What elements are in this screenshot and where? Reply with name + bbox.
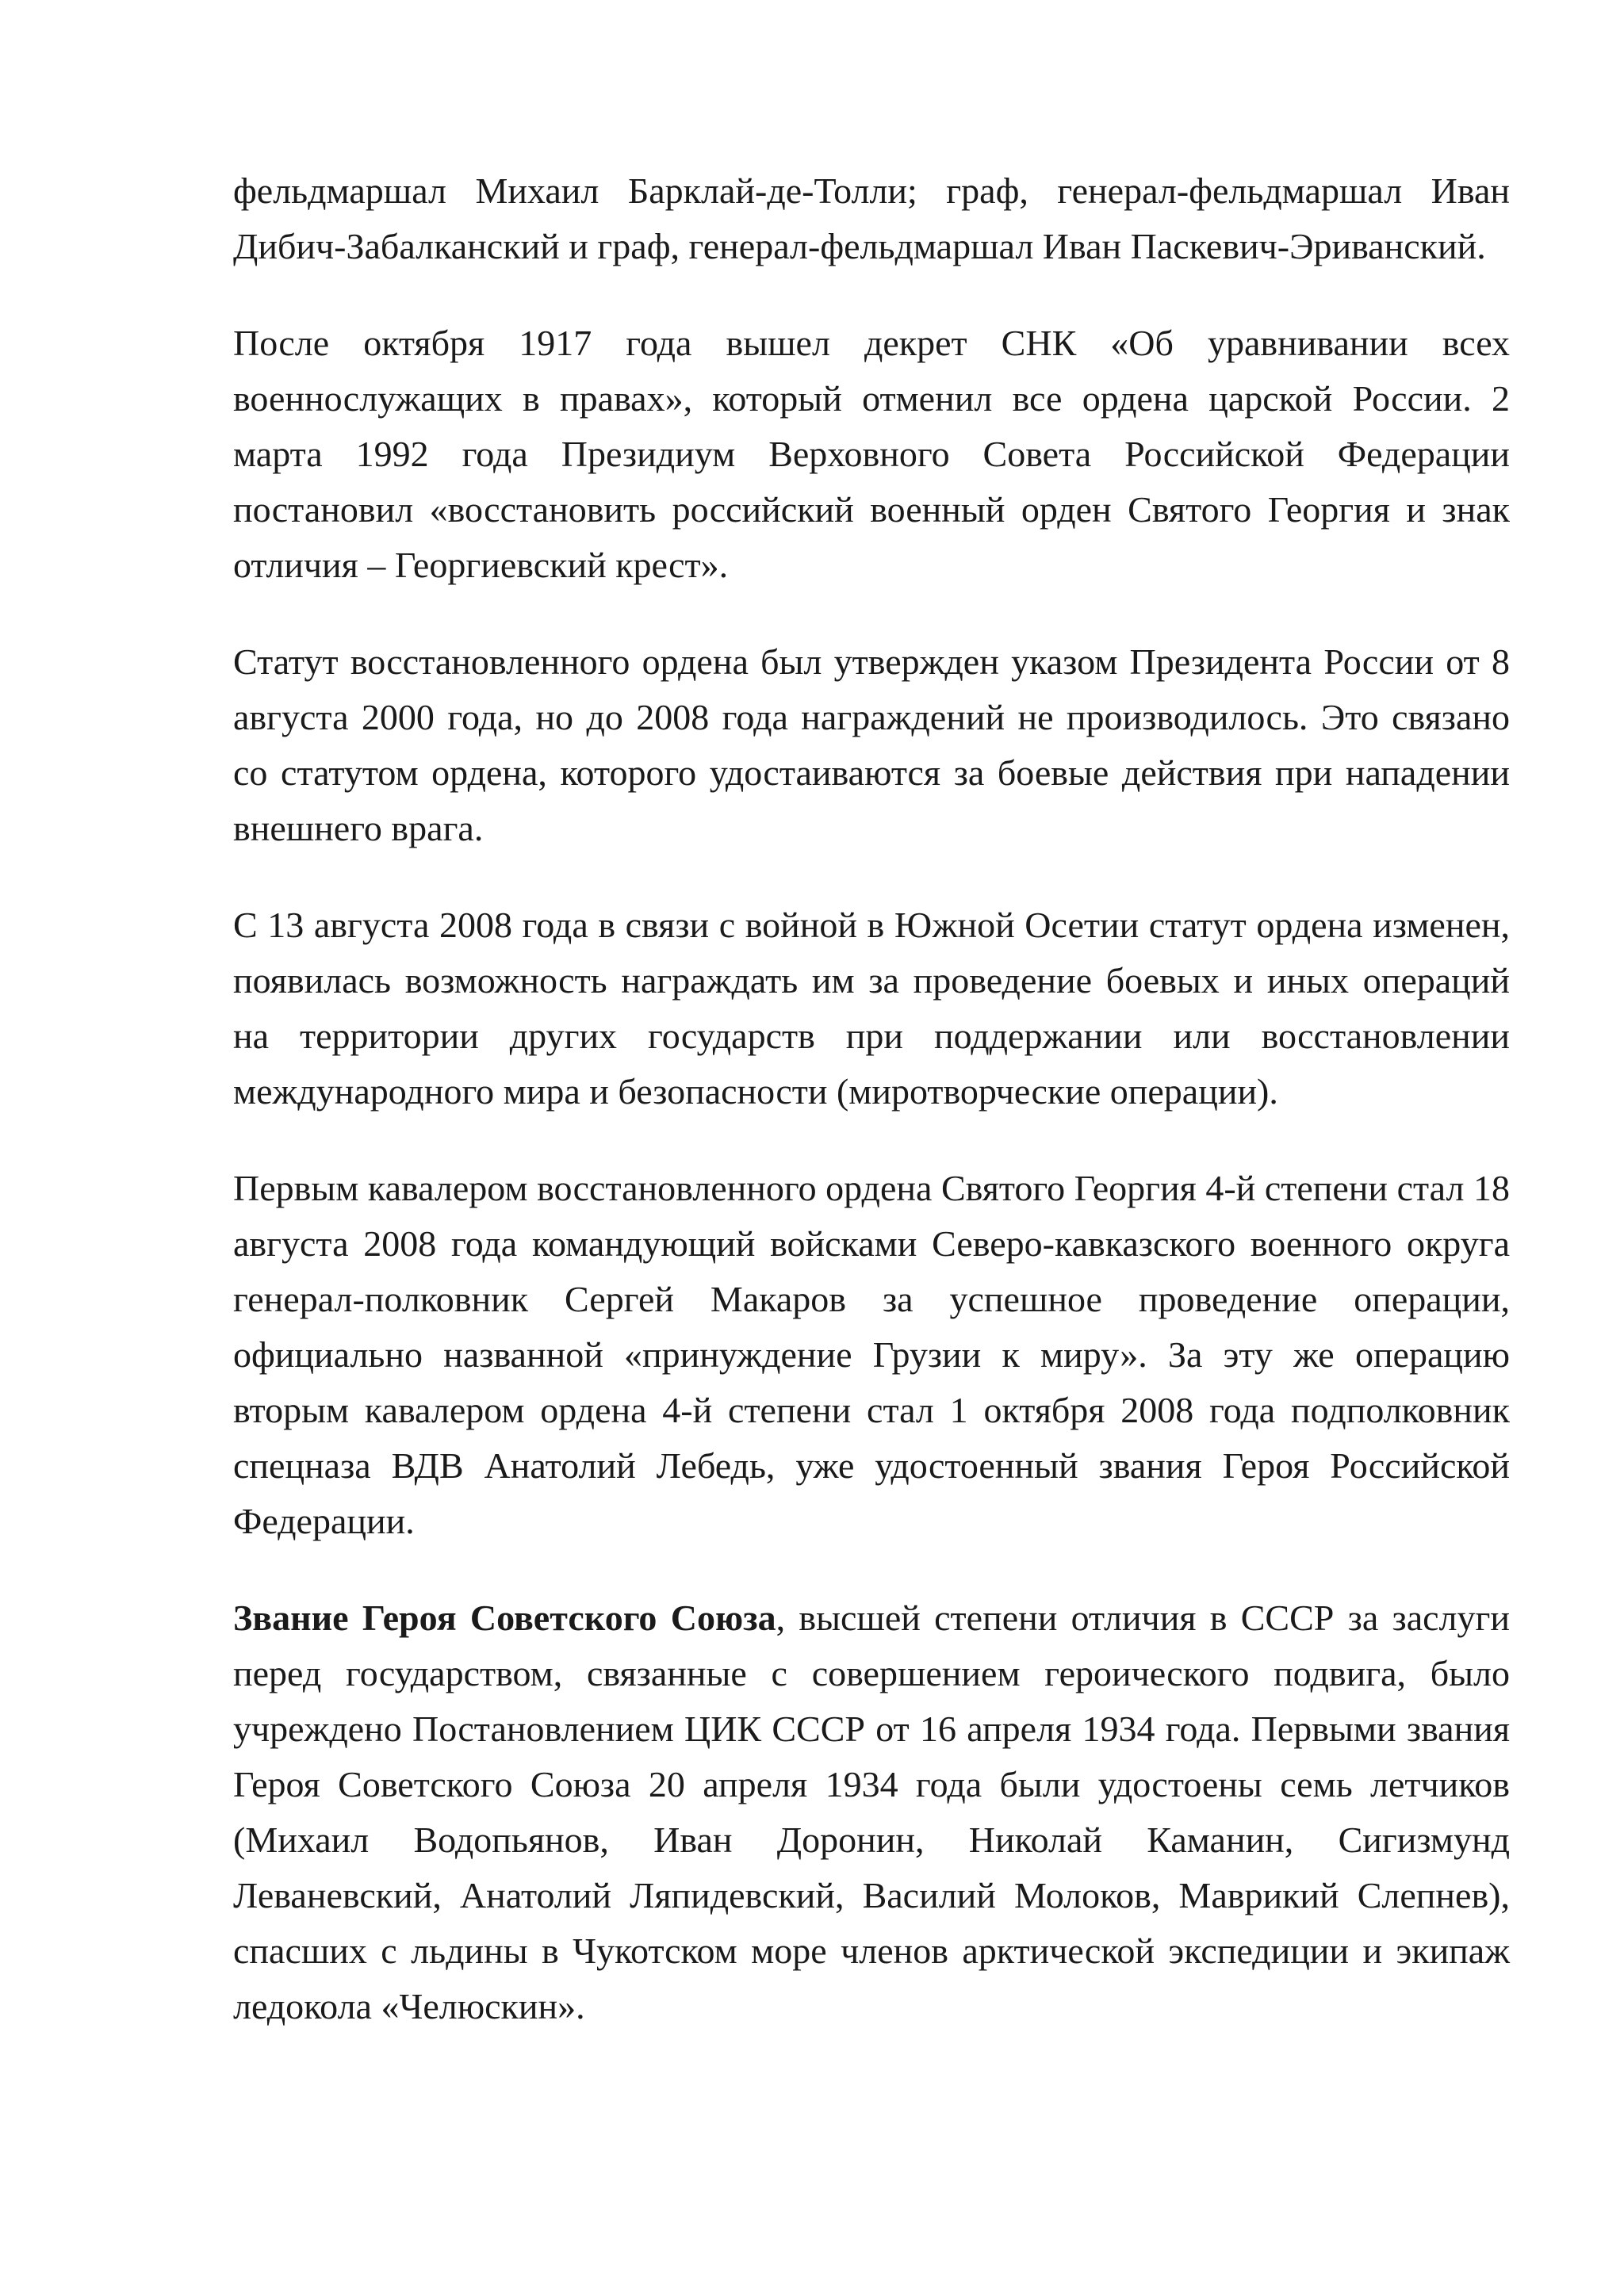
paragraph-1-text: фельдмаршал Михаил Барклай-де-Толли; граф, генерал-фельдмаршал Иван Дибич-Забалканский и граф, генерал-фельдмаршал Иван Паскевич-Эриванский.: [233, 170, 1510, 266]
paragraph-4-text: С 13 августа 2008 года в связи с войной в Южной Осетии статут ордена изменен, появилась возможность награждать им за проведение боевых и иных операций на территории других государств при поддержании или восстановлении международного мира и безопасности (миротворческие операции).: [233, 905, 1510, 1112]
paragraph-4: [233, 897, 1510, 1119]
paragraph-3: [233, 634, 1510, 856]
paragraph-6: [233, 1590, 1510, 2034]
hero-title-bold: Звание Героя Советского Союза: [233, 1598, 776, 1638]
document-body: [233, 163, 1510, 2076]
paragraph-5-text: Первым кавалером восстановленного ордена Святого Георгия 4-й степени стал 18 августа 2008 года командующий войсками Северо-кавказского военного округа генерал-полковник Сергей Макаров за успешное проведение операции, официально названной «принуждение Грузии к миру». За эту же операцию вторым кавалером ордена 4-й степени стал 1 октября 2008 года подполковник спецназа ВДВ Анатолий Лебедь, уже удостоенный звания Героя Российской Федерации.: [233, 1168, 1510, 1541]
paragraph-1: [233, 163, 1510, 274]
paragraph-3-text: Статут восстановленного ордена был утвержден указом Президента России от 8 августа 2000 года, но до 2008 года награждений не производилось. Это связано со статутом ордена, которого удостаиваются за боевые действия при нападении внешнего врага.: [233, 641, 1510, 848]
paragraph-6-text: , высшей степени отличия в СССР за заслуги перед государством, связанные с совершением героического подвига, было учреждено Постановлением ЦИК СССР от 16 апреля 1934 года. Первыми звания Героя Советского Союза 20 апреля 1934 года были удостоены семь летчиков (Михаил Водопьянов, Иван Доронин, Николай Каманин, Сигизмунд Леваневский, Анатолий Ляпидевский, Василий Молоков, Маврикий Слепнев), спасших с льдины в Чукотском море членов арктической экспедиции и экипаж ледокола «Челюскин».: [233, 1598, 1510, 2026]
paragraph-2-text: После октября 1917 года вышел декрет СНК «Об уравнивании всех военнослужащих в правах», который отменил все ордена царской России. 2 марта 1992 года Президиум Верховного Совета Российской Федерации постановил «восстановить российский военный орден Святого Георгия и знак отличия – Георгиевский крест».: [233, 323, 1510, 585]
paragraph-5: [233, 1161, 1510, 1549]
paragraph-2: [233, 316, 1510, 593]
